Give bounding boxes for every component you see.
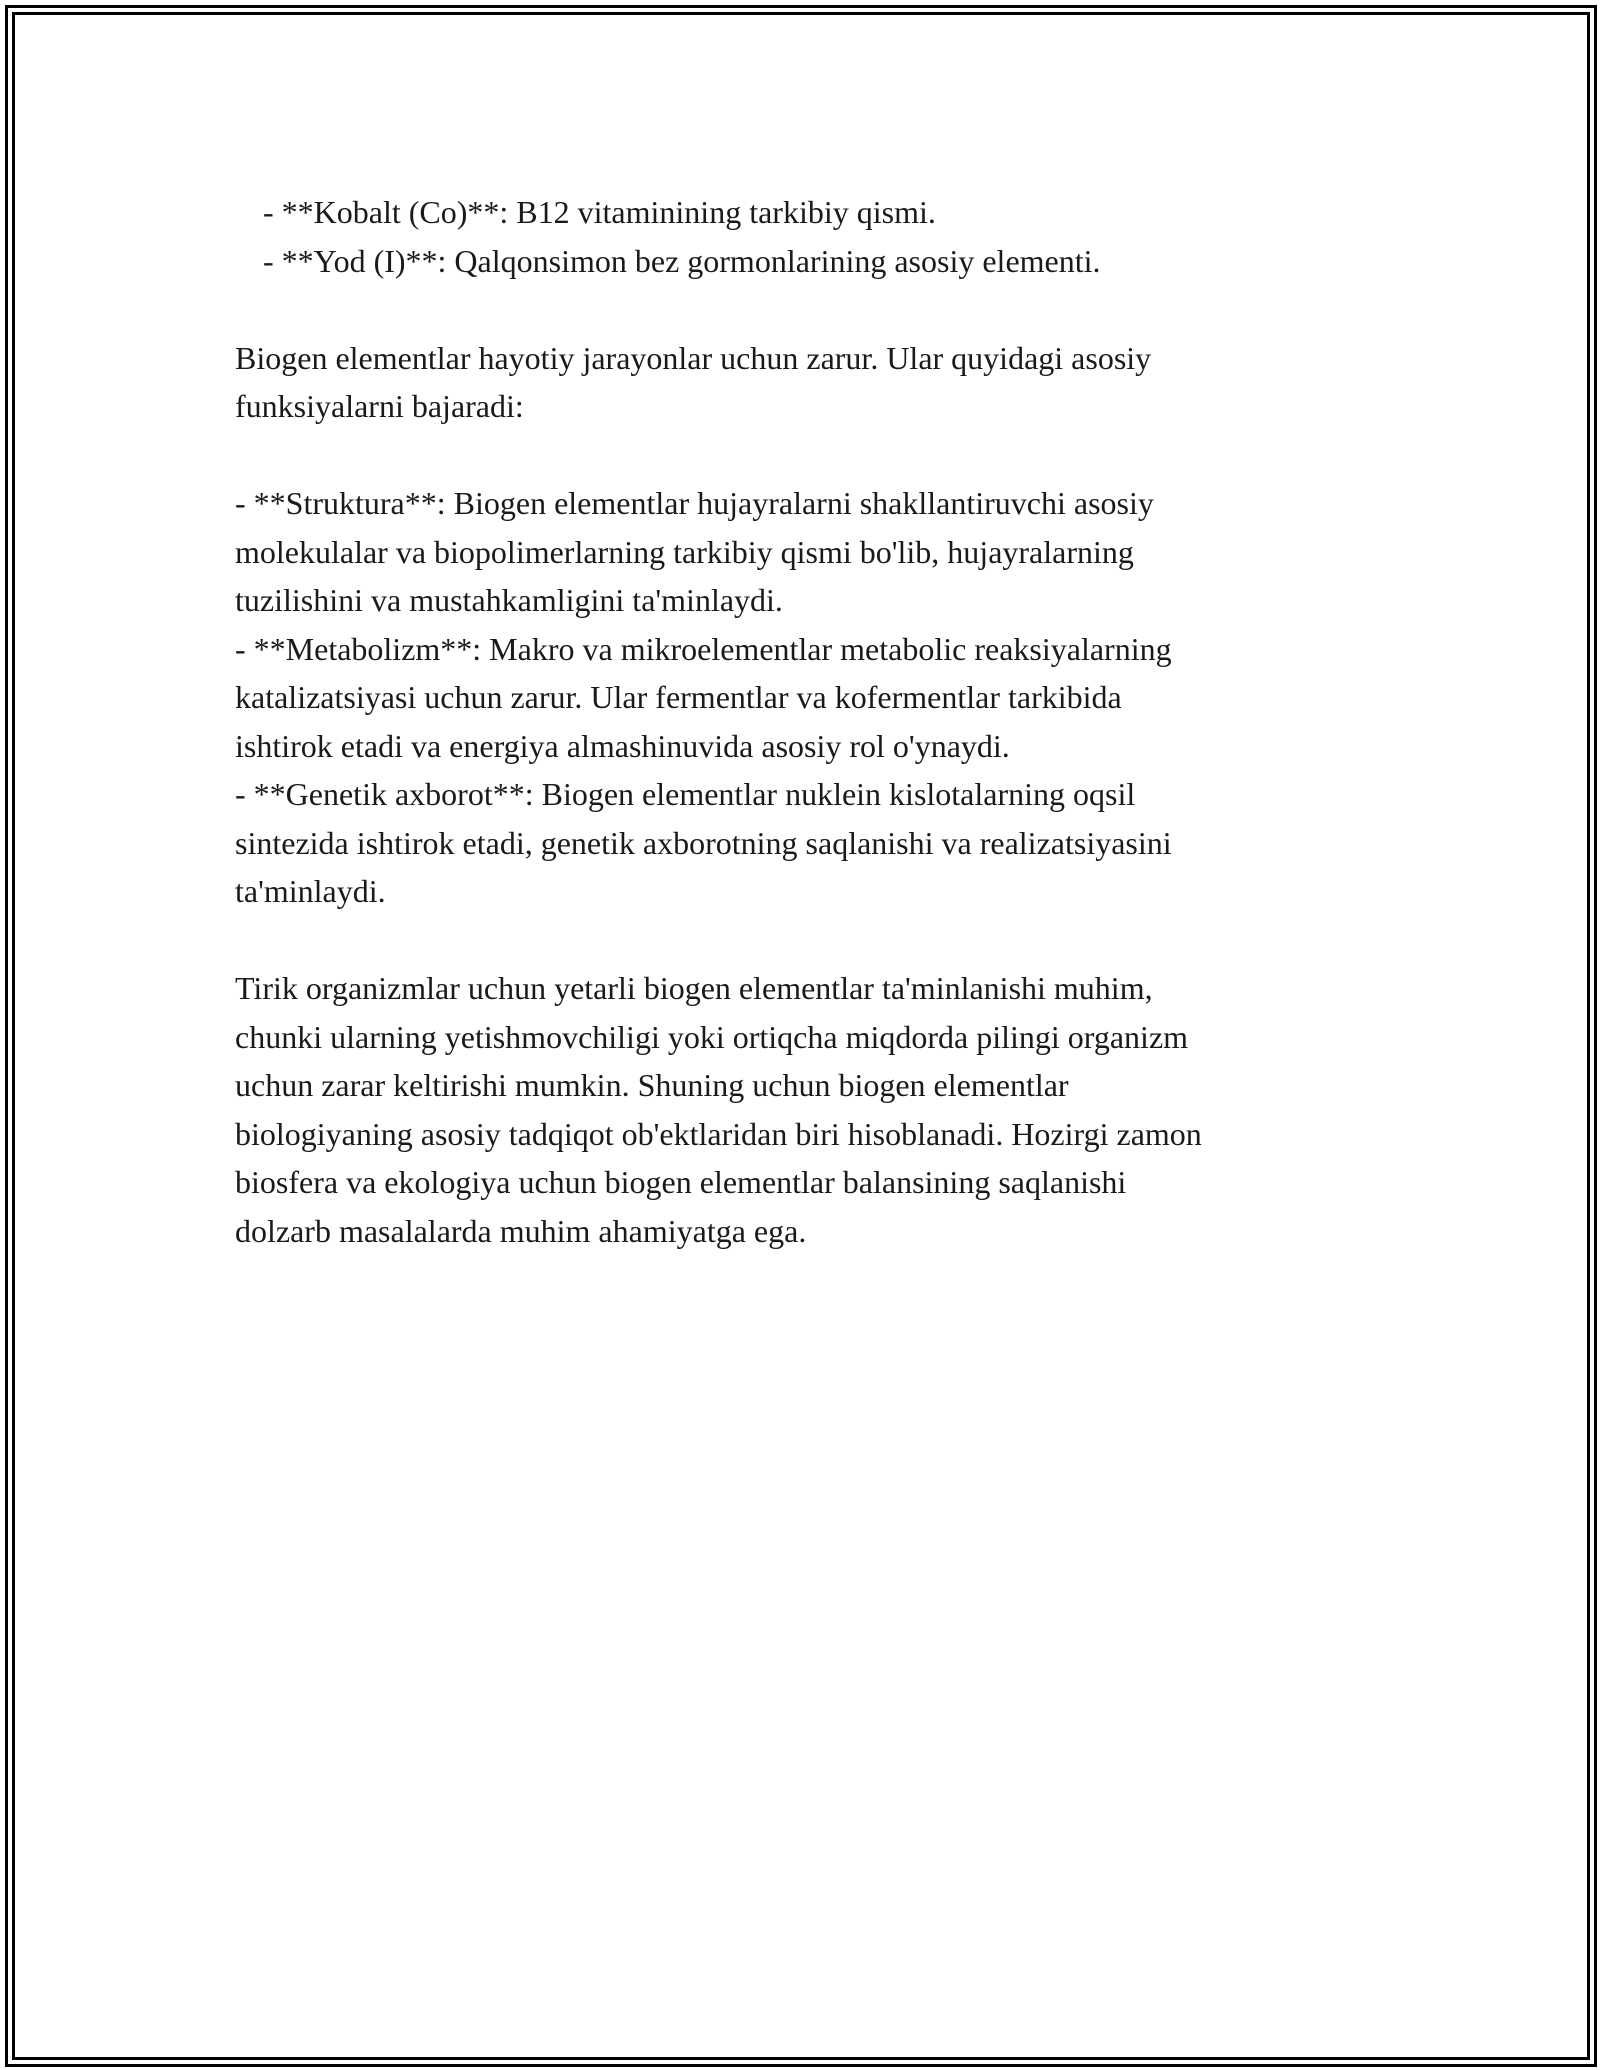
function-structure-line: molekulalar va biopolimerlarning tarkibiy qismi bo'lib, hujayralarning	[235, 533, 1134, 570]
function-structure-line: tuzilishini va mustahkamligini ta'minlaydi.	[235, 582, 783, 618]
intro-line: funksiyalarni bajaradi:	[235, 388, 524, 424]
conclusion-line: chunki ularning yetishmovchiligi yoki ortiqcha miqdorda pilingi organizm	[235, 1018, 1189, 1055]
conclusion-line: biosfera va ekologiya uchun biogen elementlar balansining saqlanishi	[235, 1164, 1127, 1200]
paragraph-gap	[235, 916, 1385, 965]
conclusion-line: biologiyaning asosiy tadqiqot ob'ektlaridan biri hisoblanadi. Hozirgi zamon	[235, 1115, 1202, 1152]
function-metabolism-line: ishtirok etadi va energiya almashinuvida asosiy rol o'ynaydi.	[235, 727, 1010, 764]
list-item-cobalt: - **Kobalt (Co)**: B12 vitaminining tarkibiy qismi.	[263, 194, 936, 230]
conclusion-line: dolzarb masalalarda muhim ahamiyatga ega.	[235, 1212, 807, 1249]
function-genetic-line: ta'minlaydi.	[235, 873, 386, 909]
intro-line: Biogen elementlar hayotiy jarayonlar uchun zarur. Ular quyidagi asosiy	[235, 339, 1152, 376]
element-list	[235, 188, 1385, 285]
function-metabolism-line: katalizatsiyasi uchun zarur. Ular fermentlar va kofermentlar tarkibida	[235, 679, 1122, 715]
function-genetic-line: - **Genetik axborot**: Biogen elementlar nuklein kislotalarning oqsil	[235, 776, 1136, 812]
conclusion-paragraph	[235, 964, 1385, 1255]
list-item-iodine: - **Yod (I)**: Qalqonsimon bez gormonlarining asosiy elementi.	[263, 242, 1101, 279]
paragraph-gap	[235, 431, 1385, 480]
functions-list	[235, 479, 1385, 916]
conclusion-line: uchun zarar keltirishi mumkin. Shuning uchun biogen elementlar	[235, 1067, 1069, 1103]
paragraph-gap	[235, 285, 1385, 334]
conclusion-line: Tirik organizmlar uchun yetarli biogen elementlar ta'minlanishi muhim,	[235, 970, 1153, 1006]
function-metabolism-line: - **Metabolizm**: Makro va mikroelementlar metabolic reaksiyalarning	[235, 630, 1172, 667]
document-body	[235, 188, 1385, 1255]
function-genetic-line: sintezida ishtirok etadi, genetik axborotning saqlanishi va realizatsiyasini	[235, 824, 1172, 861]
function-structure-line: - **Struktura**: Biogen elementlar hujayralarni shakllantiruvchi asosiy	[235, 485, 1154, 521]
intro-paragraph	[235, 334, 1385, 431]
